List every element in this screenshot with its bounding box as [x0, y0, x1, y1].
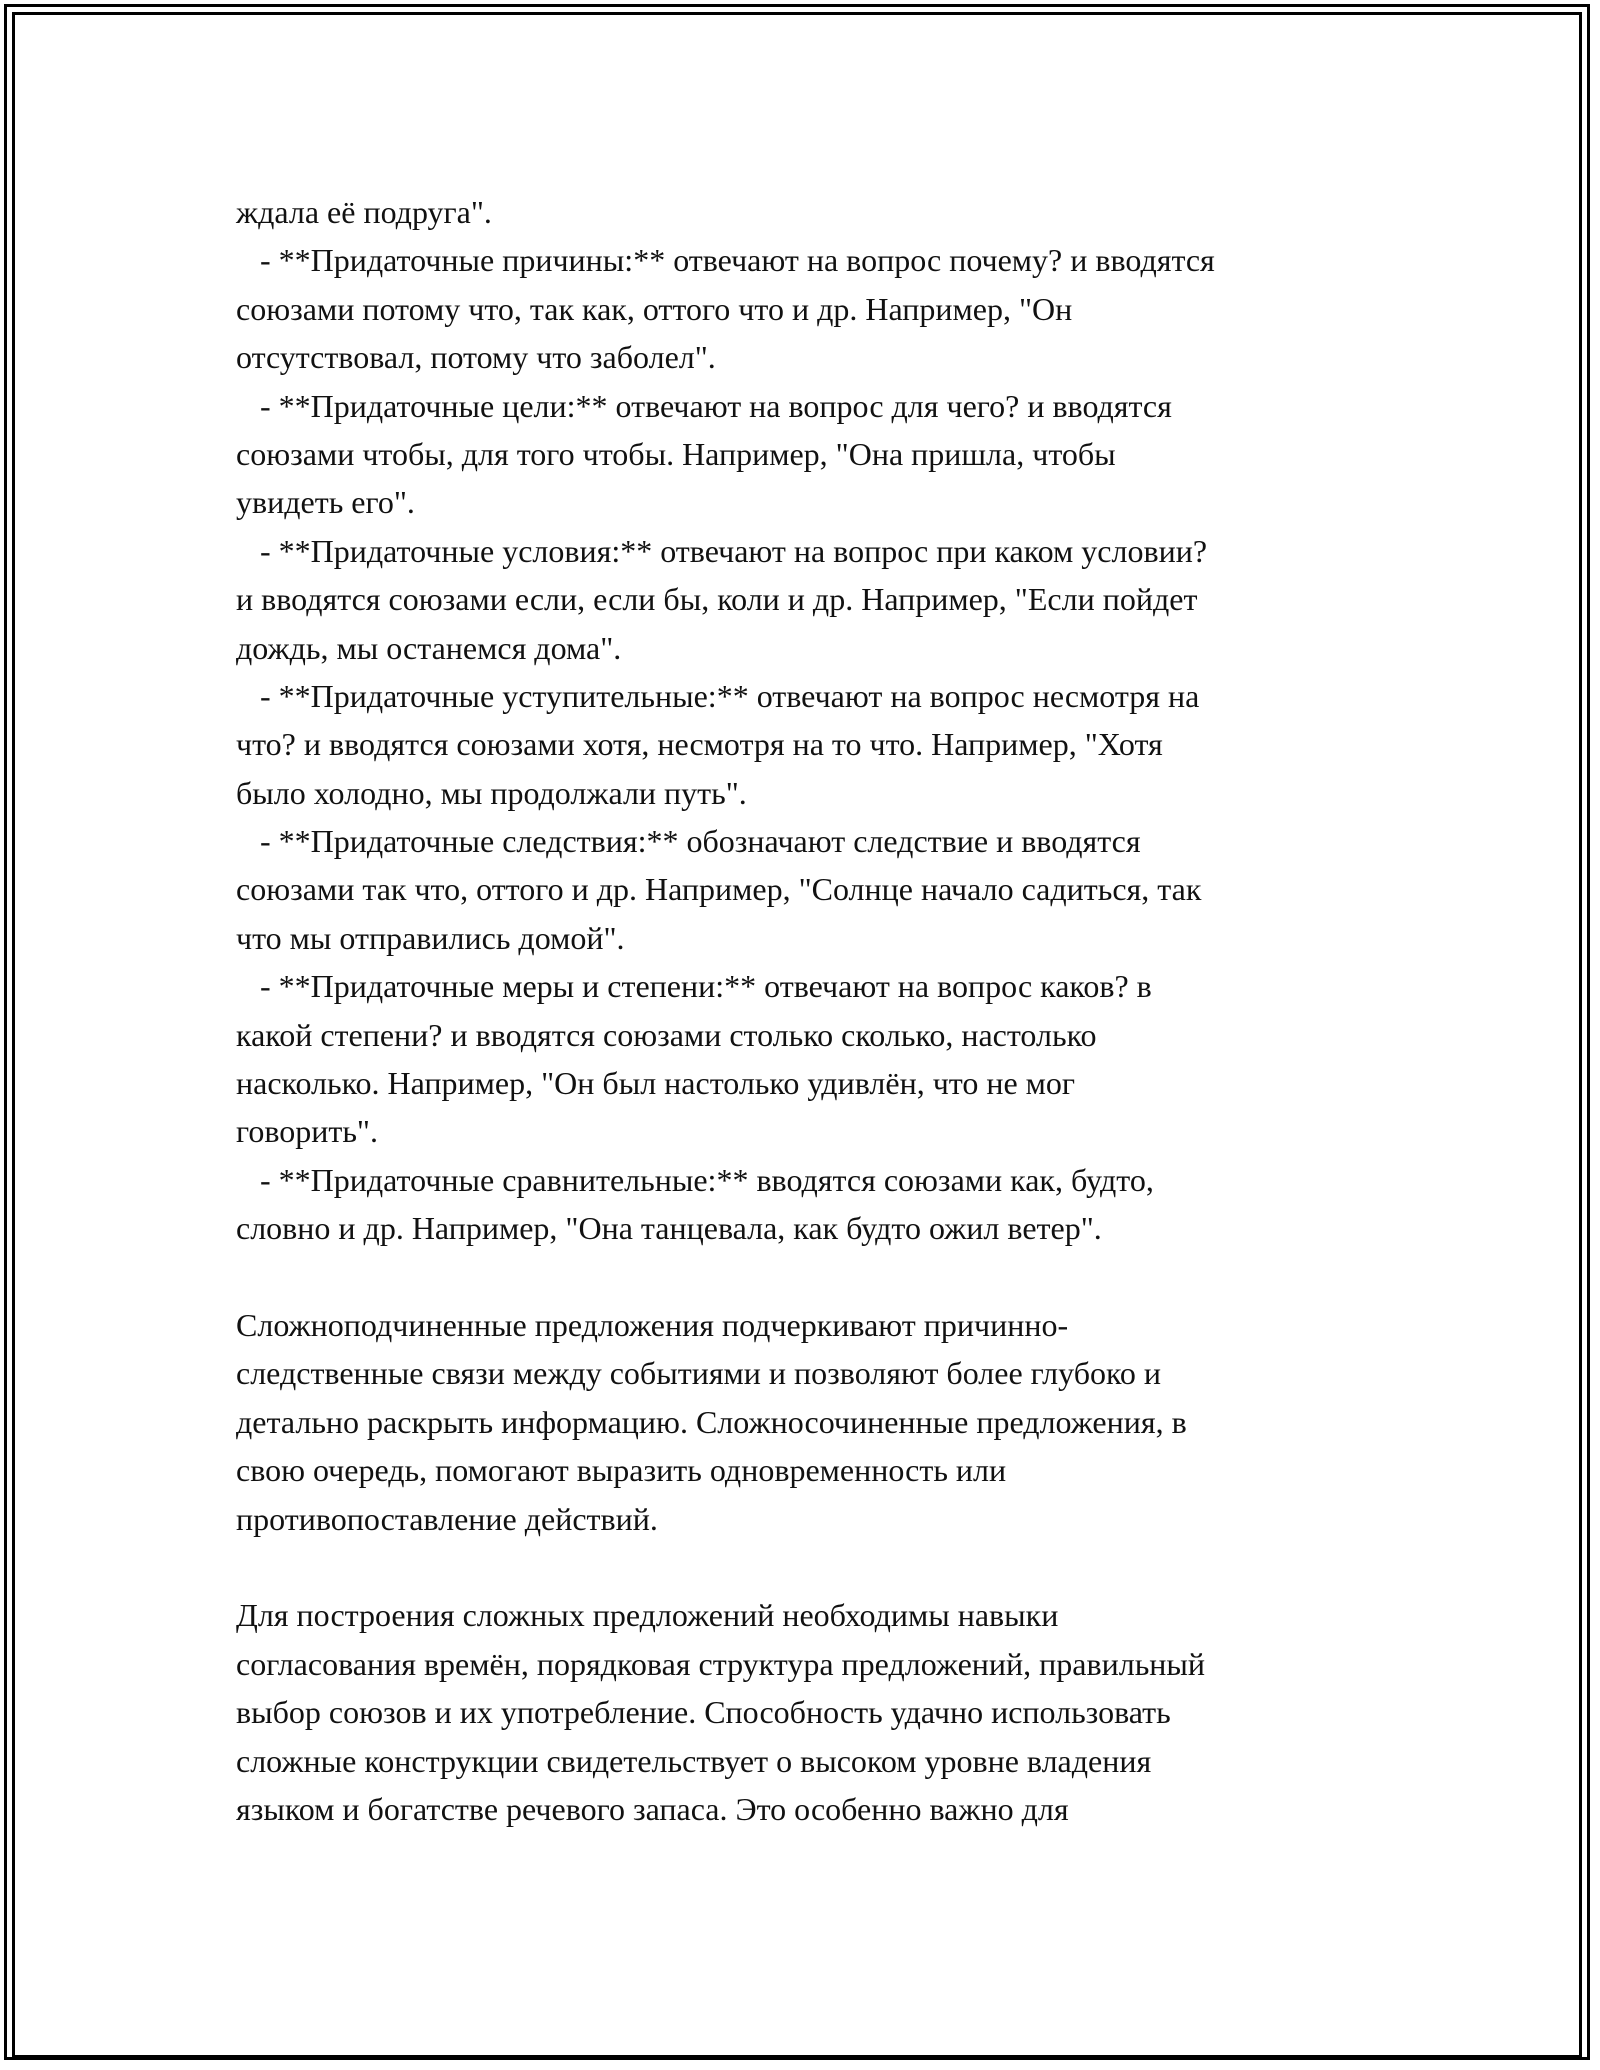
text-line: ждала её подруга". — [236, 194, 492, 230]
text-line: - **Придаточные уступительные:** отвечают на вопрос несмотря на — [236, 677, 1200, 714]
text-line: говорить". — [236, 1113, 378, 1150]
text-line: союзами потому что, так как, оттого что и др. Например, "Он — [236, 290, 1073, 327]
document-body — [236, 188, 1396, 1833]
blank-line — [236, 1253, 1396, 1301]
text-line: что мы отправились домой". — [236, 919, 625, 956]
text-line: союзами чтобы, для того чтобы. Например, "Она пришла, чтобы — [236, 435, 1116, 472]
text-line: следственные связи между событиями и позволяют более глубоко и — [236, 1355, 1162, 1392]
text-line: противопоставление действий. — [236, 1500, 658, 1537]
text-line: свою очередь, помогают выразить одновременность или — [236, 1452, 1007, 1489]
text-line: отсутствовал, потому что заболел". — [236, 339, 716, 376]
text-line: детально раскрыть информацию. Сложносочиненные предложения, в — [236, 1403, 1187, 1440]
text-line: - **Придаточные меры и степени:** отвечают на вопрос каков? в — [236, 968, 1152, 1005]
text-line: дождь, мы останемся дома". — [236, 629, 622, 666]
text-line: - **Придаточные сравнительные:** вводятся союзами как, будто, — [236, 1161, 1154, 1198]
text-line: сложные конструкции свидетельствует о высоком уровне владения — [236, 1742, 1152, 1779]
text-line: и вводятся союзами если, если бы, коли и др. Например, "Если пойдет — [236, 581, 1198, 618]
text-line: - **Придаточные следствия:** обозначают следствие и вводятся — [236, 823, 1141, 860]
text-line: - **Придаточные условия:** отвечают на вопрос при каком условии? — [236, 532, 1208, 569]
text-line: Для построения сложных предложений необходимы навыки — [236, 1597, 1059, 1634]
text-line: что? и вводятся союзами хотя, несмотря на то что. Например, "Хотя — [236, 726, 1163, 763]
text-line: Сложноподчиненные предложения подчеркивают причинно- — [236, 1306, 1069, 1343]
text-line: выбор союзов и их употребление. Способность удачно использовать — [236, 1694, 1171, 1731]
text-line: языком и богатстве речевого запаса. Это особенно важно для — [236, 1790, 1069, 1827]
text-line: согласования времён, порядковая структура предложений, правильный — [236, 1645, 1206, 1682]
text-line: насколько. Например, "Он был настолько удивлён, что не мог — [236, 1065, 1076, 1102]
text-line: словно и др. Например, "Она танцевала, как будто ожил ветер". — [236, 1210, 1102, 1247]
text-line: было холодно, мы продолжали путь". — [236, 774, 747, 811]
text-line: - **Придаточные цели:** отвечают на вопрос для чего? и вводятся — [236, 387, 1172, 424]
text-line: - **Придаточные причины:** отвечают на вопрос почему? и вводятся — [236, 242, 1215, 279]
text-line: какой степени? и вводятся союзами столько сколько, настолько — [236, 1016, 1097, 1053]
blank-line — [236, 1543, 1396, 1591]
text-line: увидеть его". — [236, 484, 415, 521]
text-line: союзами так что, оттого и др. Например, "Солнце начало садиться, так — [236, 871, 1202, 908]
